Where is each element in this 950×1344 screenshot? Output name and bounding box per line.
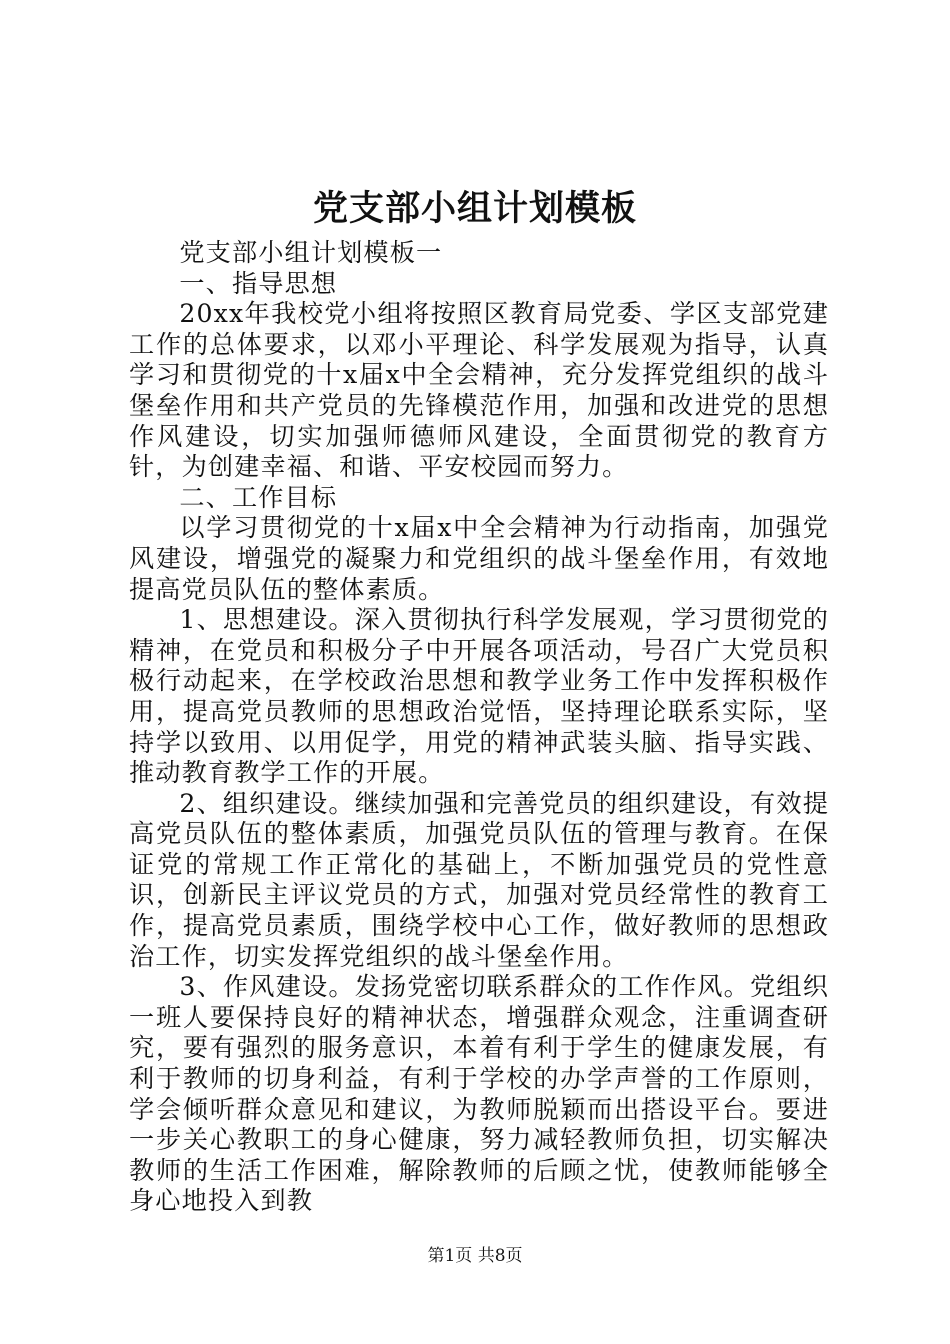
body-paragraph: 1、思想建设。深入贯彻执行科学发展观，学习贯彻党的精神，在党员和积极分子中开展各项活动，号召广大党员积极行动起来，在学校政治思想和教学业务工作中发挥积极作用，提高党员教师的思想政治觉悟，坚持理论联系实际，坚持学以致用、以用促学，用党的精神武装头脑、指导实践、推动教育教学工作的开展。	[129, 605, 829, 788]
page-number: 第1页 共8页	[427, 1246, 523, 1266]
section-heading: 一、指导思想	[179, 268, 338, 298]
section-heading: 党支部小组计划模板一	[179, 238, 443, 267]
body-paragraph: 20xx年我校党小组将按照区教育局党委、学区支部党建工作的总体要求，以邓小平理论、科学发展观为指导，认真学习和贯彻党的十x届x中全会精神，充分发挥党组织的战斗堡垒作用和共产党员的先锋模范作用，加强和改进党的思想作风建设，切实加强师德师风建设，全面贯彻党的教育方针，为创建幸福、和谐、平安校园而努力。	[129, 299, 829, 482]
document-body	[129, 238, 829, 1217]
body-paragraph: 2、组织建设。继续加强和完善党员的组织建设，有效提高党员队伍的整体素质，加强党员队伍的管理与教育。在保证党的常规工作正常化的基础上，不断加强党员的党性意识，创新民主评议党员的方式，加强对党员经常性的教育工作，提高党员素质，围绕学校中心工作，做好教师的思想政治工作，切实发挥党组织的战斗堡垒作用。	[129, 788, 829, 971]
section-heading: 二、工作目标	[179, 482, 338, 512]
body-paragraph: 以学习贯彻党的十x届x中全会精神为行动指南，加强党风建设，增强党的凝聚力和党组织的战斗堡垒作用，有效地提高党员队伍的整体素质。	[129, 513, 829, 604]
body-paragraph: 3、作风建设。发扬党密切联系群众的工作作风。党组织一班人要保持良好的精神状态，增强群众观念，注重调查研究，要有强烈的服务意识，本着有利于学生的健康发展，有利于教师的切身利益，有利于学校的办学声誉的工作原则，学会倾听群众意见和建议，为教师脱颖而出搭设平台。要进一步关心教职工的身心健康，努力减轻教师负担，切实解决教师的生活工作困难，解除教师的后顾之忧，使教师能够全身心地投入到教	[129, 972, 829, 1216]
document-title: 党支部小组计划模板	[312, 188, 637, 229]
